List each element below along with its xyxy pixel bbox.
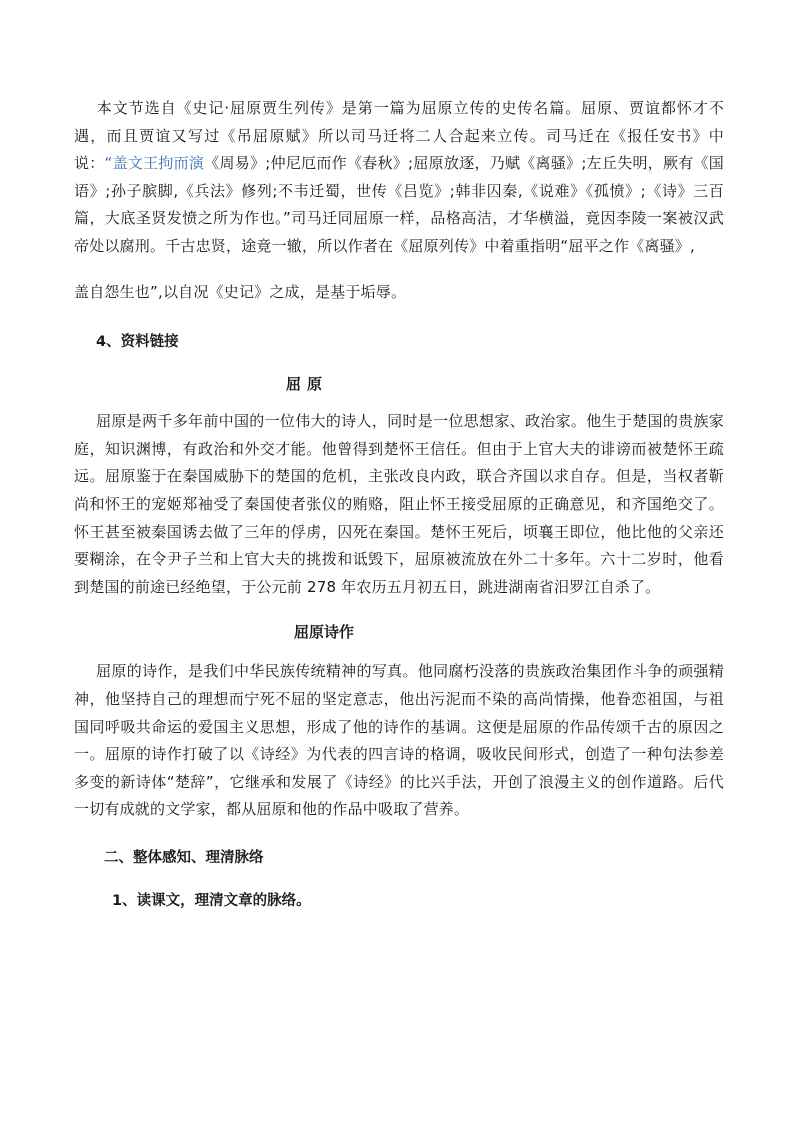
section-2-heading: 二、整体感知、理清脉络	[104, 849, 264, 866]
intro-paragraph	[74, 95, 724, 261]
intro-lead-text: 本文节选自《史记·屈原贾生列传》是第一篇为屈原立传的史传名篇。屈原、贾谊都怀才不遇，而且贾谊又写过《吊屈原赋》所以司马迁将二人合起来立传。司马迁在《报任安书》中说：	[74, 99, 724, 173]
poetry-paragraph	[74, 658, 724, 824]
title-poetry: 屈原诗作	[294, 623, 355, 642]
poetry-text: 屈原的诗作，是我们中华民族传统精神的写真。他同腐朽没落的贵族政治集团作斗争的顽强精神，他坚持自己的理想而宁死不屈的坚定意志，他出污泥而不染的高尚情操，他眷恋祖国，与祖国同呼吸共命运的爱国主义思想，形成了他的诗作的基调。这便是屈原的作品传颂千古的原因之一。屈原的诗作打破了以《诗经》为代表的四言诗的格调，吸收民间形式，创造了一种句法参差多变的新诗体“楚辞”，它继承和发展了《诗经》的比兴手法，开创了浪漫主义的创作道路。后代一切有成就的文学家，都从屈原和他的作品中吸取了营养。	[74, 662, 724, 819]
document-page	[74, 95, 724, 910]
intro-tail-text: 《周易》;仲尼厄而作《春秋》;屈原放逐，乃赋《离骚》;左丘失明，厥有《国语》;孙子膑脚,《兵法》修列;不韦迁蜀，世传《吕览》;韩非囚秦,《说难》《孤愤》;《诗》三百篇，大底圣贤发愤之所为作也。”司马迁同屈原一样，品格高洁，才华横溢，竟因李陵一案被汉武帝处以腐刑。千古忠贤，途竟一辙，所以作者在《屈原列传》中着重指明“屈平之作《离骚》,	[74, 154, 725, 255]
quyuan-bio-paragraph	[74, 408, 724, 601]
title-quyuan: 屈原	[286, 375, 329, 394]
subsection-1-heading: 1、读课文，理清文章的脉络。	[112, 892, 311, 909]
quyuan-bio-text: 屈原是两千多年前中国的一位伟大的诗人，同时是一位思想家、政治家。他生于楚国的贵族家庭，知识渊博，有政治和外交才能。他曾得到楚怀王信任。但由于上官大夫的诽谤而被楚怀王疏远。屈原鉴于在秦国威胁下的楚国的危机，主张改良内政，联合齐国以求自存。但是，当权者靳尚和怀王的宠姬郑袖受了秦国使者张仪的贿赂，阻止怀王接受屈原的正确意见，和齐国绝交了。怀王甚至被秦国诱去做了三年的俘虏，囚死在秦国。楚怀王死后，顷襄王即位，他比他的父亲还要糊涂，在令尹子兰和上官大夫的挑拨和诋毁下，屈原被流放在外二十多年。六十二岁时，他看到楚国的前途已经绝望，于公元前 278 年农历五月初五日，跳进湖南省汨罗江自杀了。	[74, 412, 724, 596]
section-4-heading: 4、资料链接	[96, 334, 179, 351]
intro-paragraph-continued: 盖自怨生也”,以自况《史记》之成，是基于垢辱。	[74, 282, 407, 301]
intro-quote-text: “盖文王拘而演	[104, 154, 205, 173]
